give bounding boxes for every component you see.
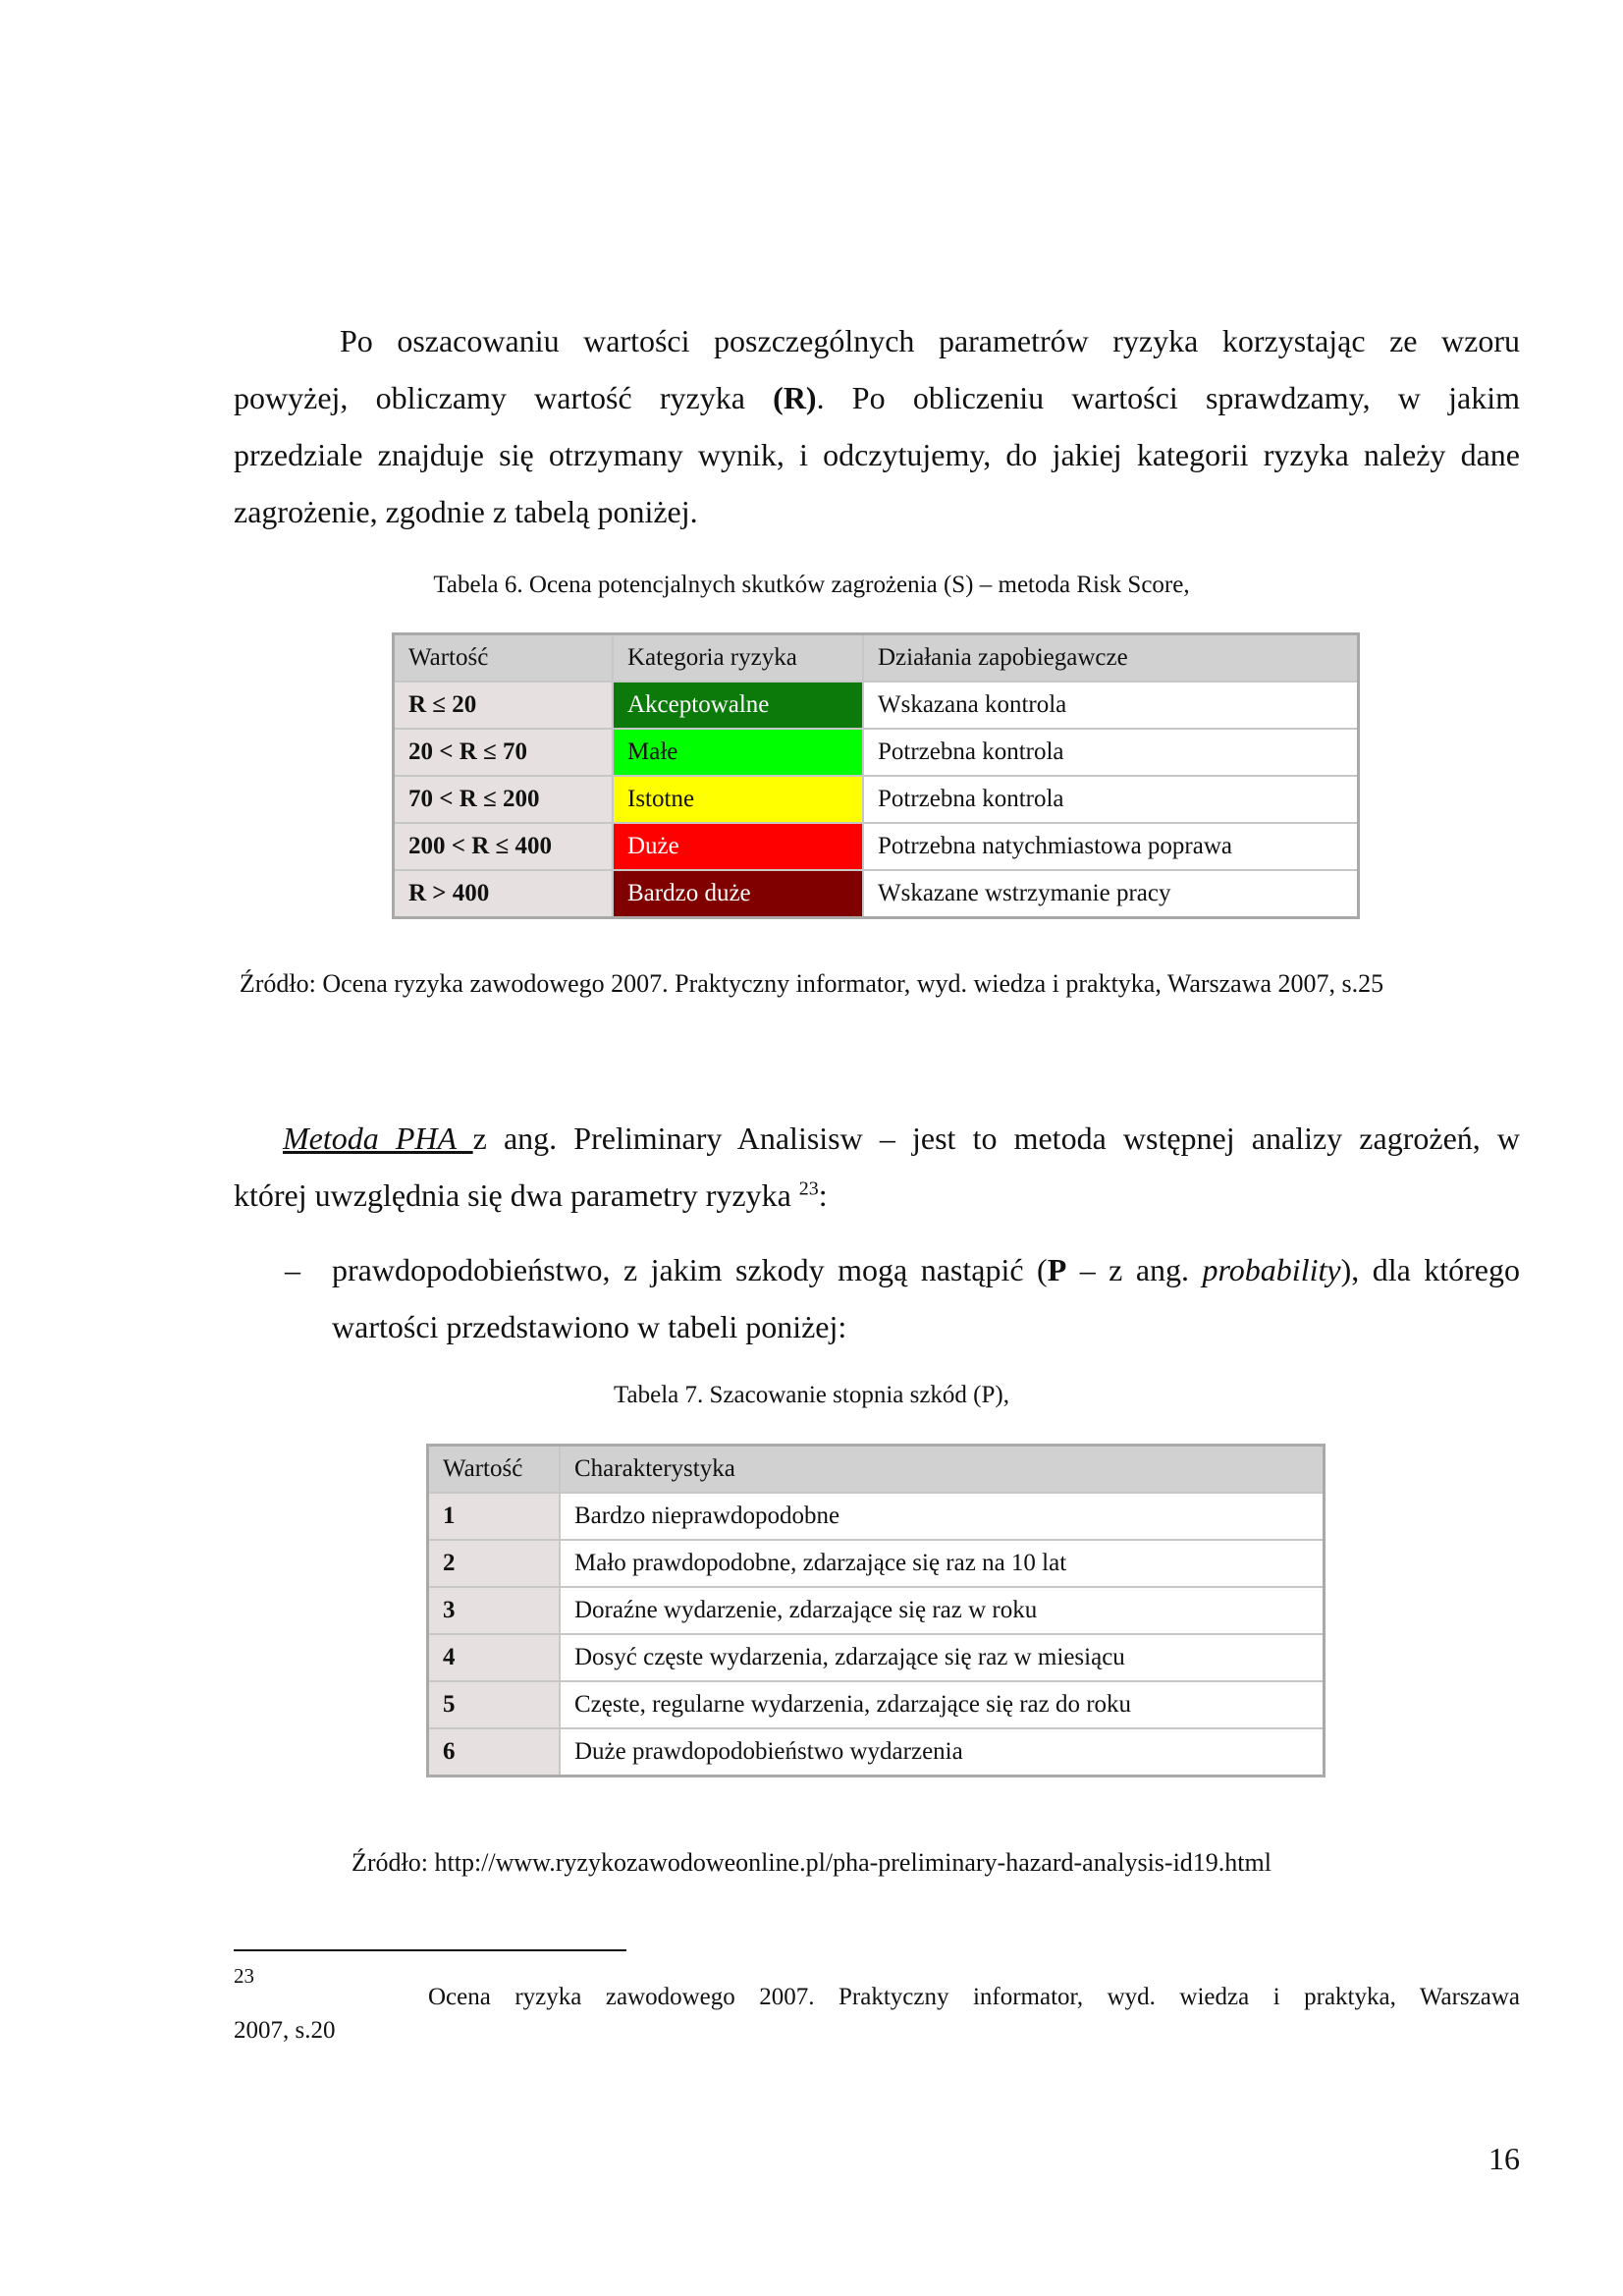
bullet-text: prawdopodobieństwo, z jakim szkody mogą nastąpić (P – z ang. probability), dla którego wartości przedstawiono w tabeli poniżej: <box>332 1252 1521 1344</box>
footnote-text: Ocena ryzyka zawodowego 2007. Praktyczny informator, wyd. wiedza i praktyka, Warszawa <box>428 1984 1520 2010</box>
intro-line-1: Po oszacowaniu wartości poszczególnych parametrów ryzyka korzystając ze wzoru <box>340 323 1520 358</box>
risk-category-cell: Bardzo duże <box>613 870 863 918</box>
risk-value-cell: 200 < R ≤ 400 <box>394 823 614 870</box>
probability-desc-cell: Bardzo nieprawdopodobne <box>560 1493 1325 1540</box>
risk-value-cell: R ≤ 20 <box>394 682 614 729</box>
probability-value-cell: 2 <box>428 1540 561 1587</box>
table7-caption: Tabela 7. Szacowanie stopnia szkód (P), <box>614 1382 1009 1408</box>
risk-value-cell: R > 400 <box>394 870 614 918</box>
probability-value-cell: 6 <box>428 1728 561 1777</box>
table-row <box>394 870 1359 918</box>
table-row <box>428 1587 1325 1634</box>
table-row <box>394 776 1359 823</box>
table6-source: Źródło: Ocena ryzyka zawodowego 2007. Praktyczny informator, wyd. wiedza i praktyka, Warszawa 2007, s.25 <box>239 969 1384 998</box>
method-name: Metoda PHA <box>283 1121 473 1156</box>
table-row <box>428 1540 1325 1587</box>
risk-action-cell: Potrzebna natychmiastowa poprawa <box>863 823 1359 870</box>
footnote-separator <box>234 1949 626 1951</box>
header-cell: Wartość <box>394 634 614 683</box>
footnote-ref[interactable]: 23 <box>798 1177 819 1200</box>
intro-paragraph <box>234 312 1520 540</box>
intro-line-4: zagrożenie, zgodnie z tabelą poniżej. <box>234 494 698 529</box>
table-row <box>428 1493 1325 1540</box>
intro-line-2: powyżej, obliczamy wartość ryzyka (R). Po obliczeniu wartości sprawdzamy, w jakim <box>234 380 1521 415</box>
probability-desc-cell: Częste, regularne wydarzenia, zdarzające się raz do roku <box>560 1681 1325 1728</box>
risk-category-cell: Akceptowalne <box>613 682 863 729</box>
table-row <box>428 1681 1325 1728</box>
table-row <box>394 729 1359 776</box>
risk-category-cell: Małe <box>613 729 863 776</box>
header-cell: Charakterystyka <box>560 1446 1325 1494</box>
table-header-row <box>428 1446 1325 1494</box>
probability-desc-cell: Duże prawdopodobieństwo wydarzenia <box>560 1728 1325 1777</box>
probability-value-cell: 4 <box>428 1634 561 1681</box>
bullet-dash: – <box>285 1252 300 1287</box>
table6-caption: Tabela 6. Ocena potencjalnych skutków zagrożenia (S) – metoda Risk Score, <box>433 572 1190 598</box>
risk-value-cell: 20 < R ≤ 70 <box>394 729 614 776</box>
risk-category-cell: Istotne <box>613 776 863 823</box>
risk-action-cell: Potrzebna kontrola <box>863 729 1359 776</box>
table7-source: Źródło: http://www.ryzykozawodoweonline.pl/pha-preliminary-hazard-analysis-id19.html <box>352 1848 1271 1877</box>
footnote-number: 23 <box>234 1964 254 1988</box>
probability-desc-cell: Mało prawdopodobne, zdarzające się raz na 10 lat <box>560 1540 1325 1587</box>
footnote-text-cont: 2007, s.20 <box>234 2017 336 2044</box>
table-row <box>428 1634 1325 1681</box>
probability-value-cell: 3 <box>428 1587 561 1634</box>
intro-line-3: przedziale znajduje się otrzymany wynik, i odczytujemy, do jakiej kategorii ryzyka należy dane <box>234 437 1520 472</box>
probability-desc-cell: Doraźne wydarzenie, zdarzające się raz w roku <box>560 1587 1325 1634</box>
risk-symbol: (R) <box>773 380 817 415</box>
header-cell: Wartość <box>428 1446 561 1494</box>
pha-line-1: Metoda PHA z ang. Preliminary Analisisw – jest to metoda wstępnej analizy zagrożeń, w <box>283 1121 1521 1156</box>
risk-action-cell: Potrzebna kontrola <box>863 776 1359 823</box>
probability-value-cell: 5 <box>428 1681 561 1728</box>
probability-value-cell: 1 <box>428 1493 561 1540</box>
table-row <box>394 823 1359 870</box>
page-number: 16 <box>1488 2141 1520 2176</box>
risk-action-cell: Wskazane wstrzymanie pracy <box>863 870 1359 918</box>
risk-value-cell: 70 < R ≤ 200 <box>394 776 614 823</box>
table-row <box>428 1728 1325 1777</box>
probability-desc-cell: Dosyć częste wydarzenia, zdarzające się raz w miesiącu <box>560 1634 1325 1681</box>
header-cell: Działania zapobiegawcze <box>863 634 1359 683</box>
header-cell: Kategoria ryzyka <box>613 634 863 683</box>
table-row <box>394 682 1359 729</box>
probability-table <box>426 1444 1325 1777</box>
risk-action-cell: Wskazana kontrola <box>863 682 1359 729</box>
pha-paragraph <box>234 1110 1520 1224</box>
table-header-row <box>394 634 1359 683</box>
risk-category-cell: Duże <box>613 823 863 870</box>
risk-score-table <box>392 632 1360 919</box>
pha-line-2: której uwzględnia się dwa parametry ryzyka $^{23}$: <box>234 1177 828 1213</box>
